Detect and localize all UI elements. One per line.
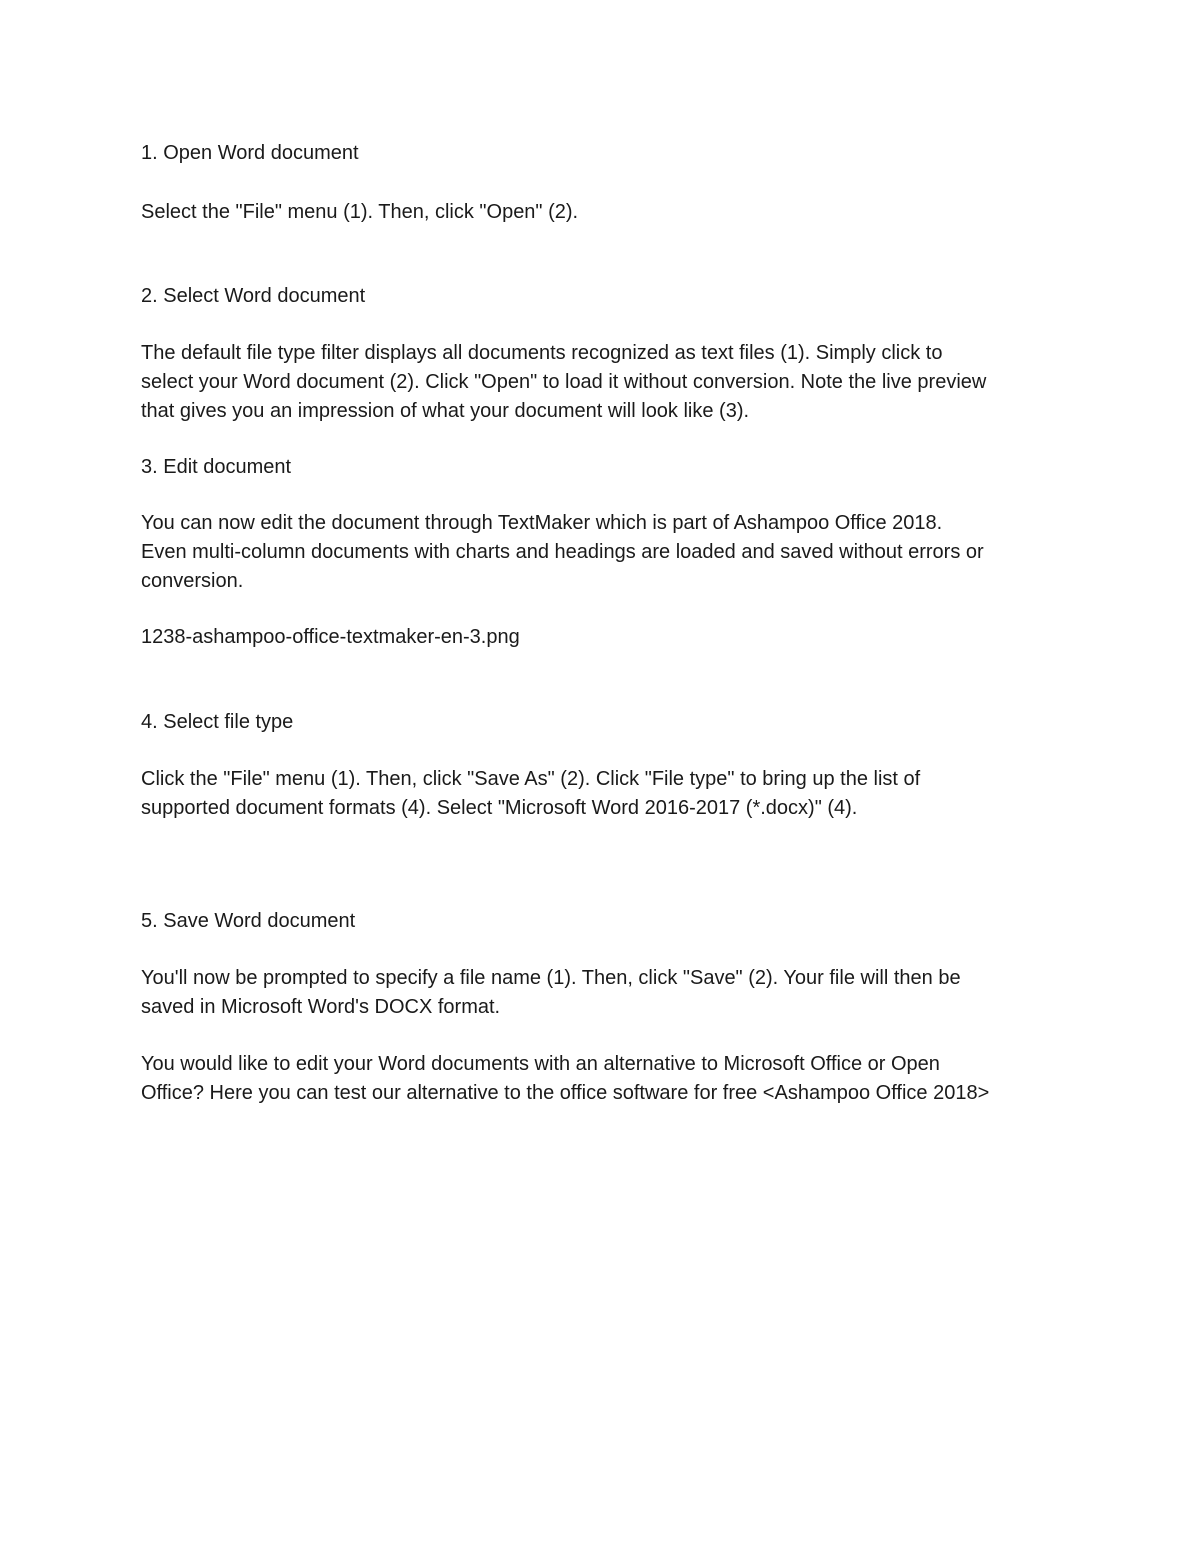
section-2-body — [141, 339, 1081, 426]
heading-text: 5. Save Word document — [141, 910, 356, 932]
paragraph-line: You'll now be prompted to specify a file name (1). Then, click "Save" (2). Your file will then be — [141, 967, 961, 989]
section-1-body — [141, 198, 1081, 227]
paragraph-line: saved in Microsoft Word's DOCX format. — [141, 996, 501, 1018]
section-1-heading — [141, 139, 1081, 168]
image-filename — [141, 623, 1081, 652]
closing-paragraph — [141, 1050, 1081, 1108]
section-3-body — [141, 509, 1081, 596]
section-5-heading — [141, 907, 1081, 936]
paragraph-line: that gives you an impression of what your document will look like (3). — [141, 400, 750, 422]
paragraph-line: You would like to edit your Word documents with an alternative to Microsoft Office or Open — [141, 1053, 940, 1075]
heading-text: 3. Edit document — [141, 456, 292, 478]
paragraph-line: conversion. — [141, 570, 244, 592]
heading-text: 4. Select file type — [141, 711, 294, 733]
paragraph-line: Even multi-column documents with charts and headings are loaded and saved without errors or — [141, 541, 984, 563]
section-4-body — [141, 765, 1081, 823]
section-4-heading — [141, 708, 1081, 737]
heading-text: 2. Select Word document — [141, 285, 366, 307]
paragraph-line: supported document formats (4). Select "Microsoft Word 2016-2017 (*.docx)" (4). — [141, 797, 858, 819]
section-2-heading — [141, 282, 1081, 311]
paragraph-line: The default file type filter displays all documents recognized as text files (1). Simply click to — [141, 342, 943, 364]
paragraph-line: select your Word document (2). Click "Open" to load it without conversion. Note the live preview — [141, 371, 987, 393]
paragraph-line: Select the "File" menu (1). Then, click "Open" (2). — [141, 201, 579, 223]
section-3-heading — [141, 453, 1081, 482]
section-5-body — [141, 964, 1081, 1022]
filename-text: 1238-ashampoo-office-textmaker-en-3.png — [141, 626, 520, 648]
paragraph-line: Office? Here you can test our alternative to the office software for free <Ashampoo Office 2018> — [141, 1082, 990, 1104]
heading-text: 1. Open Word document — [141, 142, 359, 164]
paragraph-line: Click the "File" menu (1). Then, click "Save As" (2). Click "File type" to bring up the list of — [141, 768, 921, 790]
paragraph-line: You can now edit the document through TextMaker which is part of Ashampoo Office 2018. — [141, 512, 943, 534]
